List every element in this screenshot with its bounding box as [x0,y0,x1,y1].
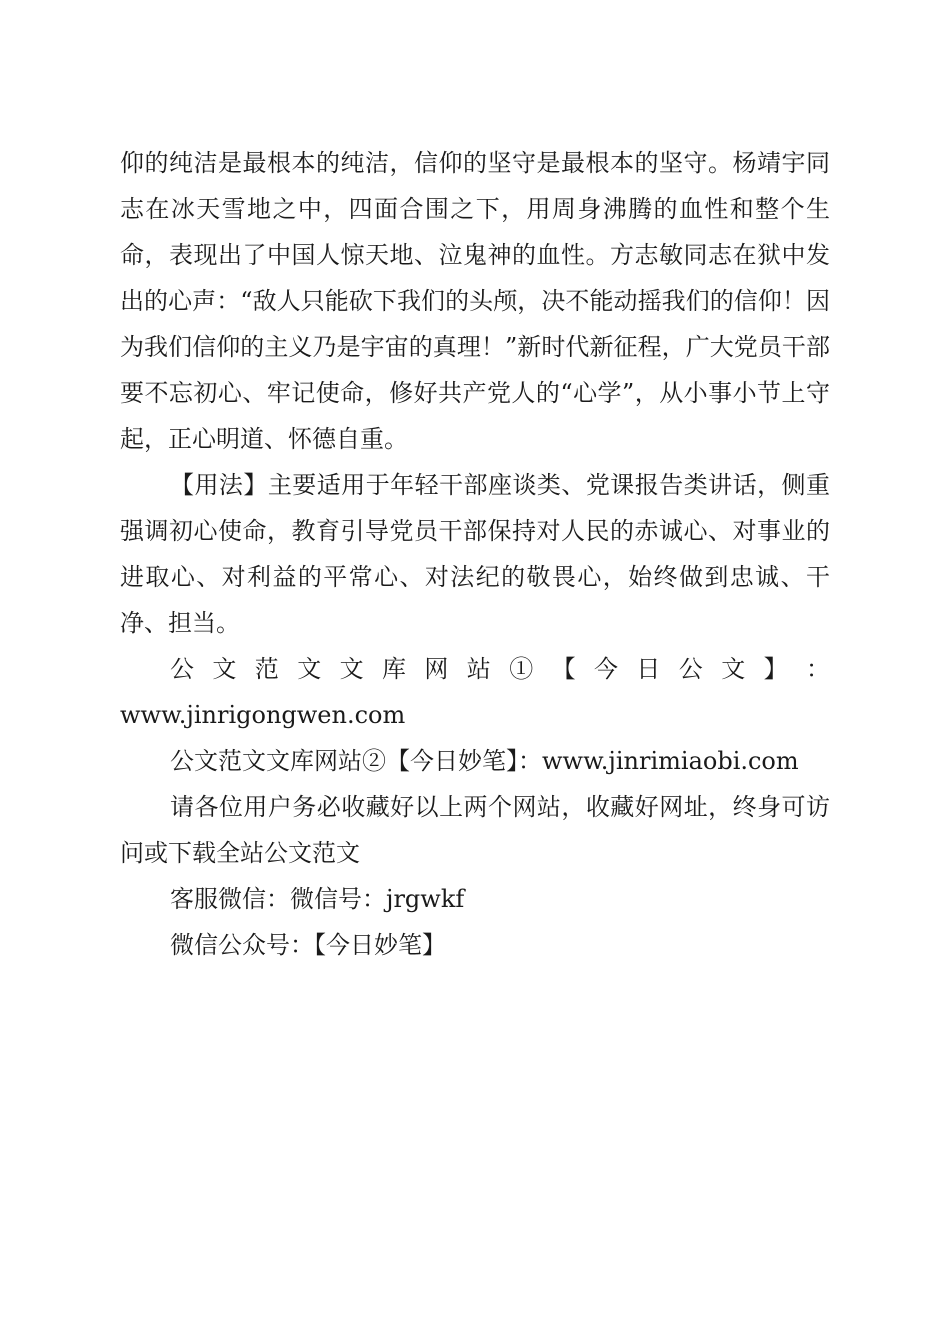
document-body [120,140,830,968]
site1-label: 公 文 范 文 文 库 网 站 ① 【 今 日 公 文 】 ： [170,655,830,683]
wechat-service: 客服微信：微信号：jrgwkf [170,885,465,913]
body-paragraph: 仰的纯洁是最根本的纯洁，信仰的坚守是最根本的坚守。杨靖宇同志在冰天雪地之中，四面合围之下，用周身沸腾的血性和整个生命，表现出了中国人惊天地、泣鬼神的血性。方志敏同志在狱中发出的心声：“敌人只能砍下我们的头颅，决不能动摇我们的信仰！因为我们信仰的主义乃是宇宙的真理！”新时代新征程，广大党员干部要不忘初心、牢记使命，修好共产党人的“心学”，从小事小节上守起，正心明道、怀德自重。 [120,149,830,453]
wechat-public: 微信公众号：【今日妙笔】 [170,931,446,959]
site2-line [120,738,830,784]
site2-label: 公文范文文库网站②【今日妙笔】： [170,747,542,775]
site1-url [120,692,830,738]
usage-paragraph: 【用法】主要适用于年轻干部座谈类、党课报告类讲话，侧重强调初心使命，教育引导党员干部保持对人民的赤诚心、对事业的进取心、对利益的平常心、对法纪的敬畏心，始终做到忠诚、干净、担当。 [120,471,830,637]
site1-url-text: www.jinrigongwen.com [120,701,406,729]
site2-url: www.jinrimiaobi.com [542,747,799,775]
bookmark-notice: 请各位用户务必收藏好以上两个网站，收藏好网址，终身可访问或下载全站公文范文 [120,793,830,867]
